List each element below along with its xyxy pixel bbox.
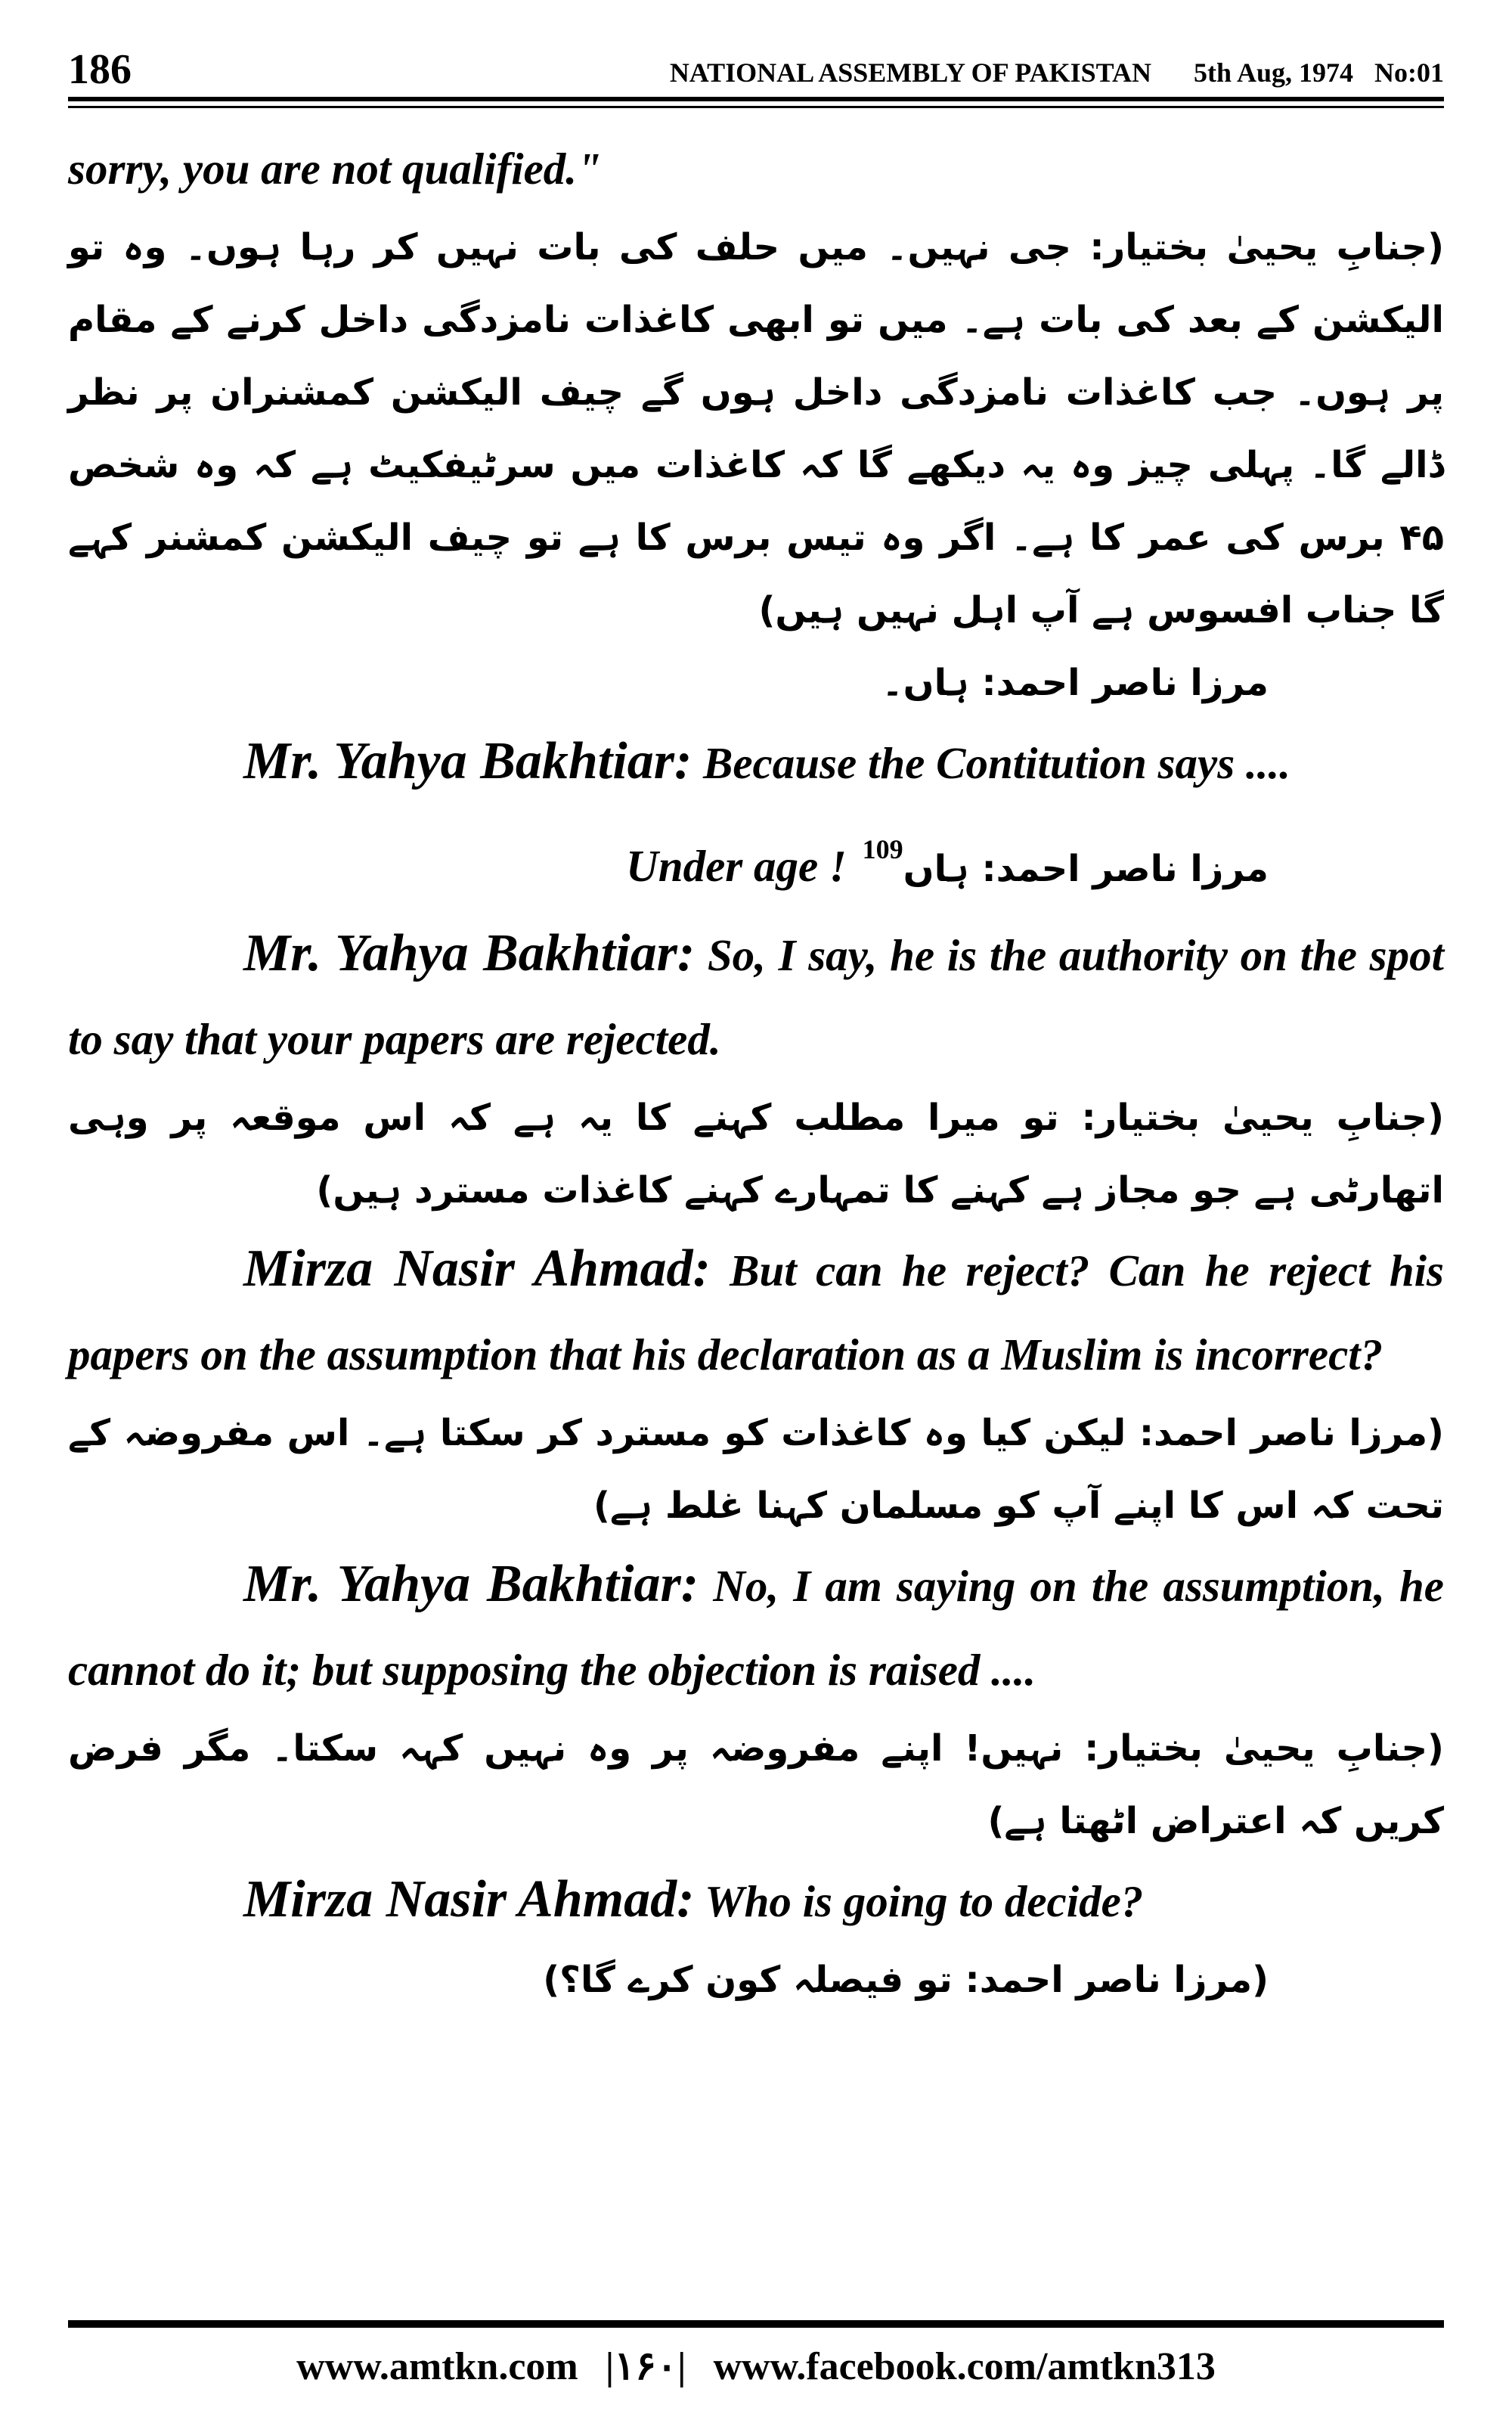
urdu-paragraph: مرزا ناصر احمد: ہاں۔: [881, 662, 1269, 704]
speech-text: No, I am saying on the assumption, he cannot do it; but supposing the objection is raised ....: [68, 1561, 1444, 1695]
speech-text: Who is going to decide?: [705, 1876, 1144, 1926]
footer-website-link[interactable]: www.amtkn.com: [296, 2344, 578, 2388]
footnote-marker: 109: [862, 834, 903, 864]
urdu-paragraph: (جنابِ یحییٰ بختیار: نہیں! اپنے مفروضہ پر وہ نہیں کہہ سکتا۔ مگر فرض کریں کہ اعتراض اٹھتا ہے): [68, 1727, 1444, 1842]
speech-text: Because the Contitution says ....: [703, 738, 1290, 788]
header-date: 5th Aug, 1974: [1193, 57, 1353, 88]
speaker-name: Mirza Nasir Ahmad:: [243, 1870, 695, 1928]
header-title: NATIONAL ASSEMBLY OF PAKISTAN: [669, 57, 1151, 88]
header-rule-thick: [68, 97, 1444, 101]
urdu-paragraph: (مرزا ناصر احمد: لیکن کیا وہ کاغذات کو مسترد کر سکتا ہے۔ اس مفروضہ کے تحت کہ اس کا اپنے آپ کو مسلمان کہنا غلط ہے): [68, 1412, 1444, 1527]
urdu-paragraph: (مرزا ناصر احمد: تو فیصلہ کون کرے گا؟): [543, 1959, 1269, 2001]
footer-rule: [68, 2320, 1444, 2328]
speaker-name: Mr. Yahya Bakhtiar:: [243, 1555, 699, 1613]
urdu-inline: مرزا ناصر احمد: ہاں: [903, 848, 1269, 890]
urdu-paragraph: (جنابِ یحییٰ بختیار: جی نہیں۔ میں حلف کی بات نہیں کر رہا ہوں۔ وہ تو الیکشن کے بعد کی بات ہے۔ میں تو ابھی کاغذات نامزدگی داخل کرنے کے مقام پر ہوں۔ جب کاغذات نامزدگی داخل ہوں گے چیف الیکشن کمشنران پر نظر ڈالے گا۔ پہلی چیز وہ یہ دیکھے گا کہ کاغذات میں سرٹیفکیٹ ہے کہ وہ شخص ۴۵ برس کی عمر کا ہے۔ اگر وہ تیس برس کا ہے تو چیف الیکشن کمشنر کہے گا جناب افسوس ہے آپ اہل نہیں ہیں): [68, 226, 1445, 631]
page-header: [68, 30, 1444, 91]
footer-facebook-link[interactable]: www.facebook.com/amtkn313: [713, 2344, 1216, 2388]
header-session-number: No:01: [1374, 57, 1444, 88]
speaker-name: Mirza Nasir Ahmad:: [243, 1239, 711, 1298]
english-speech: [68, 1857, 1444, 1944]
speaker-name: Mr. Yahya Bakhtiar:: [243, 732, 692, 790]
english-speech: [68, 719, 1444, 805]
speaker-name: Mr. Yahya Bakhtiar:: [243, 924, 696, 982]
english-speech: [68, 911, 1444, 1081]
english-paragraph: sorry, you are not qualified.": [68, 144, 602, 194]
speech-text: But can he reject? Can he reject his papers on the assumption that his declaration as a Muslim is incorrect?: [68, 1246, 1444, 1379]
header-rule-thin: [68, 106, 1444, 108]
english-speech: [68, 1227, 1444, 1397]
page-footer: [68, 2340, 1444, 2393]
speech-text: So, I say, he is the authority on the spot to say that your papers are rejected.: [68, 930, 1444, 1064]
page-content: [68, 127, 1444, 2016]
english-inline: Under age !: [626, 841, 847, 891]
footer-page-marker: |۱۶۰|: [605, 2345, 686, 2388]
mixed-language-line: [68, 810, 1444, 908]
page-number: 186: [68, 46, 132, 93]
urdu-paragraph: (جنابِ یحییٰ بختیار: تو میرا مطلب کہنے کا یہ ہے کہ اس موقعہ پر وہی اتھارٹی ہے جو مجاز ہے کہنے کا تمہارے کہنے کاغذات مسترد ہیں): [68, 1097, 1444, 1212]
english-speech: [68, 1542, 1444, 1712]
